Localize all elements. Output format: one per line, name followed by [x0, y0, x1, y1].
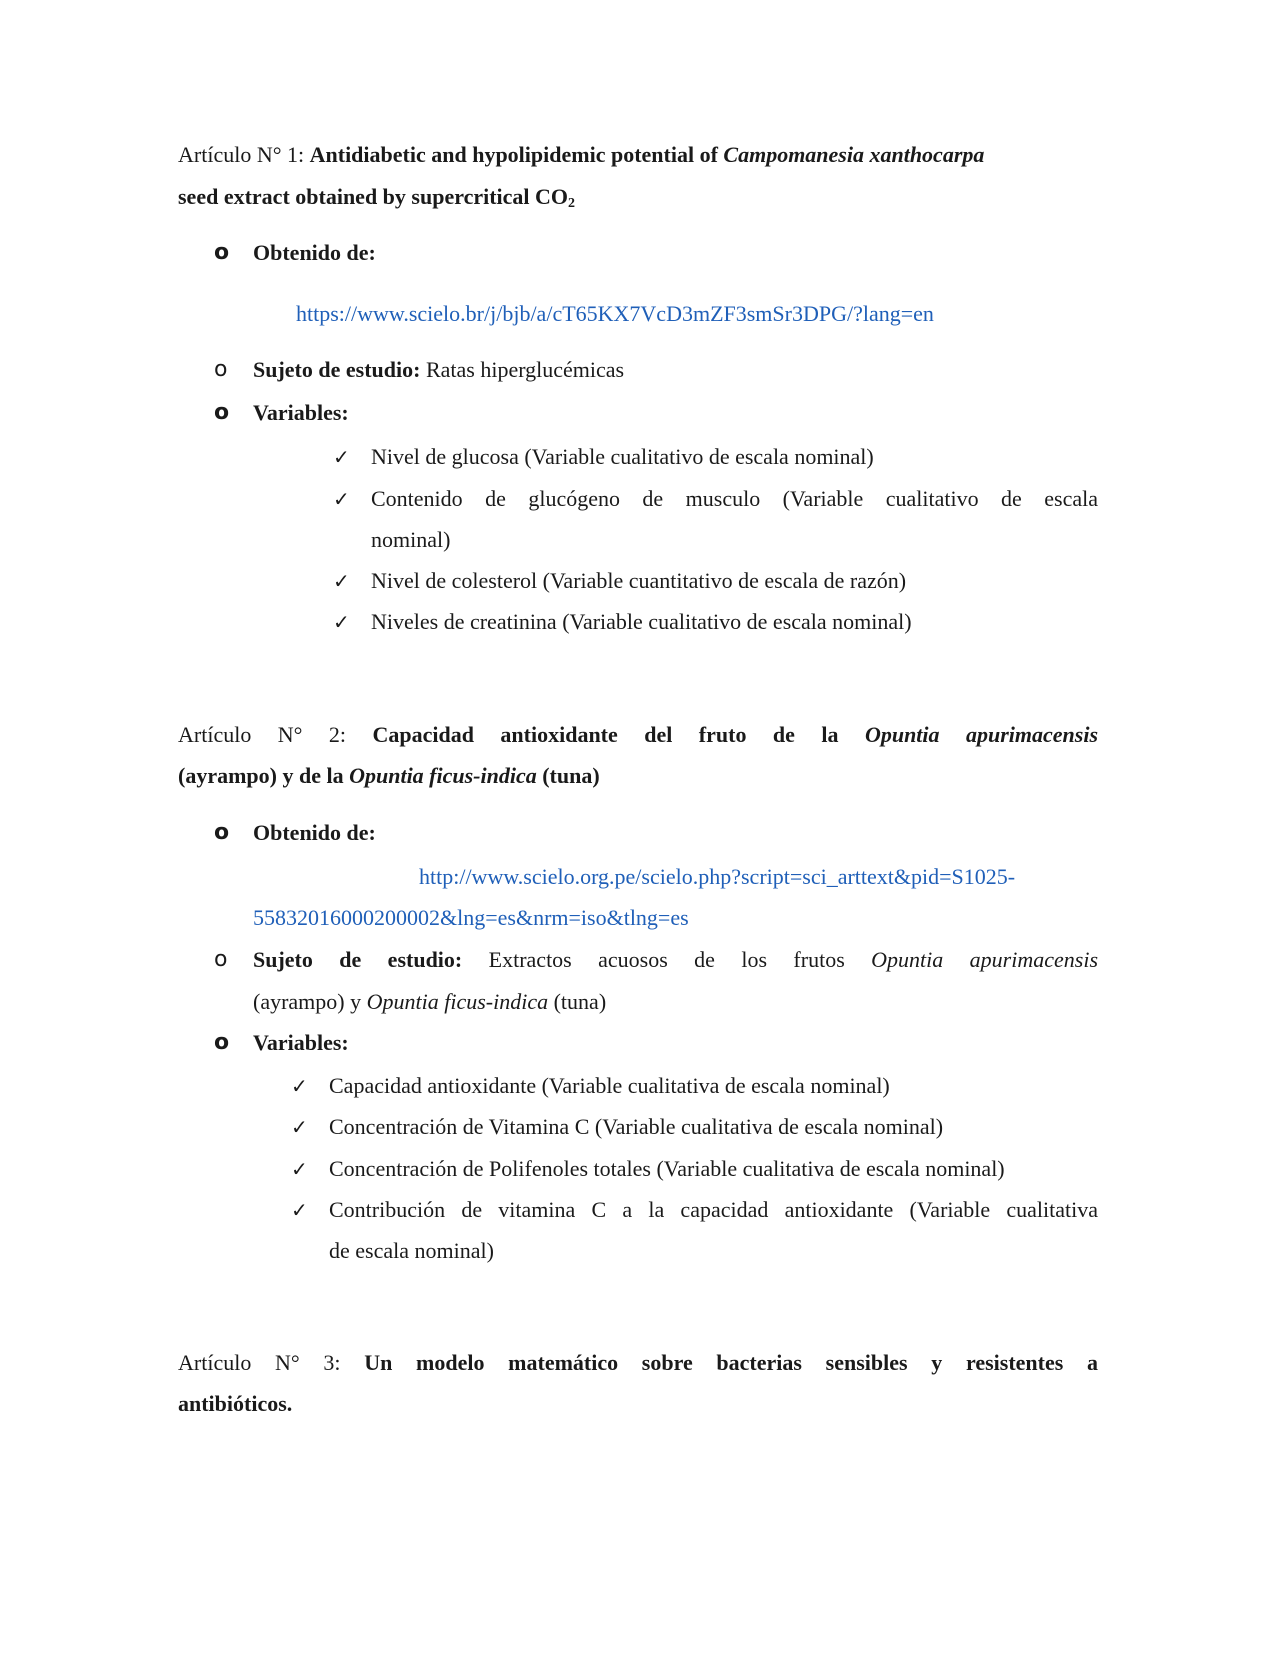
article-1-heading: [178, 140, 1098, 170]
article-2-title-part2: (ayrampo) y de la: [178, 763, 344, 788]
article-1-variable-item: Nivel de glucosa (Variable cualitativo de escala nominal): [371, 444, 874, 469]
article-2-subject-text3: (tuna): [553, 989, 607, 1014]
article-2-prefix: Artículo N° 2:: [178, 722, 347, 747]
article-2-url-link-cont[interactable]: 55832016000200002&lng=es&nrm=iso&tlng=es: [253, 905, 689, 930]
article-3-title-line1: Un modelo matemático sobre bacterias sensibles y resistentes a: [364, 1350, 1098, 1375]
article-1-title-part2: seed extract obtained by supercritical CO: [178, 184, 569, 209]
article-2-variable-item: Contribución de vitamina C a la capacidad antioxidante (Variable cualitativa: [329, 1197, 1098, 1222]
article-2-url-link[interactable]: http://www.scielo.org.pe/scielo.php?script=sci_arttext&pid=S1025-: [419, 864, 1016, 889]
article-2-heading: [178, 720, 1098, 750]
article-1-title-part1: Antidiabetic and hypolipidemic potential of: [309, 142, 718, 167]
article-1-subject-text: Ratas hiperglucémicas: [425, 357, 625, 382]
article-2-subject-text1: Extractos acuosos de los frutos: [488, 947, 845, 972]
article-2-title-species1: Opuntia apurimacensis: [864, 722, 1099, 747]
bullet-icon: o: [214, 820, 230, 845]
article-2-title-part3: (tuna): [542, 763, 600, 788]
article-2-variables-label: Variables:: [253, 1030, 349, 1055]
article-1-url-link[interactable]: https://www.scielo.br/j/bjb/a/cT65KX7VcD3mZF3smSr3DPG/?lang=en: [296, 301, 934, 326]
check-icon: ✓: [291, 1157, 308, 1181]
article-1-subject-label: Sujeto de estudio:: [253, 357, 421, 382]
article-3-prefix: Artículo N° 3:: [178, 1350, 341, 1375]
check-icon: ✓: [291, 1198, 308, 1222]
check-icon: ✓: [333, 445, 350, 469]
article-1-variables-label: Variables:: [253, 400, 349, 425]
article-2-subject-species2: Opuntia ficus-indica: [366, 989, 549, 1014]
check-icon: ✓: [291, 1115, 308, 1139]
check-icon: ✓: [333, 610, 350, 634]
article-1-variable-item: Niveles de creatinina (Variable cualitativo de escala nominal): [371, 609, 912, 634]
article-2-title-species2: Opuntia ficus-indica: [349, 763, 537, 788]
bullet-icon: o: [214, 357, 228, 382]
article-1-prefix: Artículo N° 1:: [178, 142, 305, 167]
article-1-heading-line2: [178, 182, 575, 212]
article-3-heading: [178, 1348, 1098, 1378]
article-1-source-label: Obtenido de:: [253, 240, 376, 265]
article-1-title-subscript: 2: [568, 196, 576, 211]
article-2-variable-item: Concentración de Vitamina C (Variable cualitativa de escala nominal): [329, 1114, 944, 1139]
article-2-subject: [253, 945, 1098, 975]
article-2-heading-line2: [178, 761, 600, 791]
article-1-variable-item: Contenido de glucógeno de musculo (Variable cualitativo de escala: [371, 486, 1098, 511]
check-icon: ✓: [333, 569, 350, 593]
article-2-subject-species1: Opuntia apurimacensis: [871, 947, 1099, 972]
article-2-subject-label: Sujeto de estudio:: [253, 947, 463, 972]
article-1-subject: [253, 355, 624, 385]
check-icon: ✓: [333, 487, 350, 511]
article-2-variable-item-cont: de escala nominal): [329, 1238, 494, 1263]
article-2-variable-item: Concentración de Polifenoles totales (Variable cualitativa de escala nominal): [329, 1156, 1005, 1181]
article-2-source-label: Obtenido de:: [253, 820, 376, 845]
article-2-variable-item: Capacidad antioxidante (Variable cualitativa de escala nominal): [329, 1073, 890, 1098]
bullet-icon: o: [214, 947, 228, 972]
article-3-title-line2: antibióticos.: [178, 1391, 293, 1416]
bullet-icon: o: [214, 400, 230, 425]
bullet-icon: o: [214, 1030, 230, 1055]
article-1-variable-item: Nivel de colesterol (Variable cuantitativo de escala de razón): [371, 568, 907, 593]
check-icon: ✓: [291, 1074, 308, 1098]
article-2-subject-text2: (ayrampo) y: [253, 989, 362, 1014]
article-1-variable-item-cont: nominal): [371, 527, 451, 552]
article-2-subject-line2: [253, 987, 606, 1017]
bullet-icon: o: [214, 240, 230, 265]
article-2-title-part1: Capacidad antioxidante del fruto de la: [372, 722, 839, 747]
article-1-title-species: Campomanesia xanthocarpa: [723, 142, 985, 167]
